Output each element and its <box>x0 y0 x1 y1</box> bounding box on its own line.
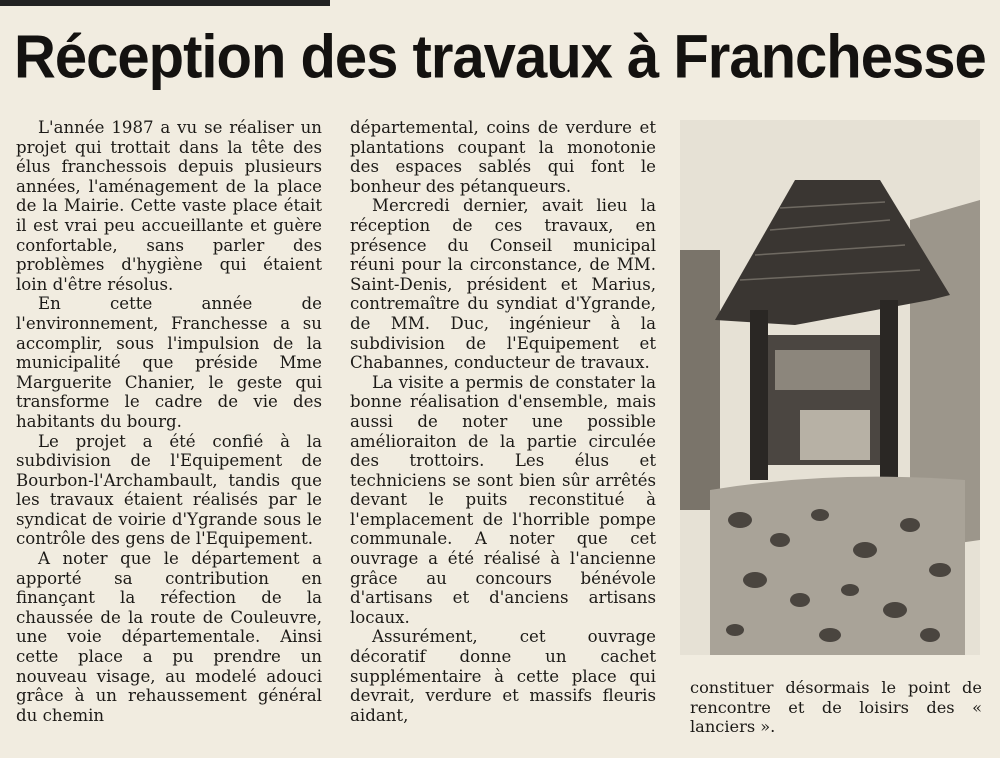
paragraph: En cette année de l'environnement, Franchesse a su accomplir, sous l'impulsion de la municipalité que préside Mme Marguerite Chanier, le geste qui transforme le cadre de vie des habitants du bourg. <box>16 294 322 431</box>
paragraph: Le projet a été confié à la subdivision de l'Equipement de Bourbon-l'Archambault, tandis que les travaux étaient réalisés par le syndicat de voirie d'Ygrande sous le contrôle des gens de l'Equipement. <box>16 431 322 549</box>
headline: Réception des travaux à Franchesse <box>14 23 986 92</box>
paragraph: départemental, coins de verdure et plantations coupant la monotonie des espaces sablés qui font le bonheur des pétanqueurs. <box>350 118 656 196</box>
top-rule <box>0 0 330 6</box>
article-column-1 <box>16 118 322 725</box>
paragraph: Assurément, cet ouvrage décoratif donne un cachet supplémentaire à cette place qui devrait, verdure et massifs fleuris aidant, <box>350 627 656 725</box>
paragraph: A noter que le département a apporté sa contribution en finançant la réfection de la chaussée de la route de Couleuvre, une voie départementale. Ainsi cette place a pu prendre un nouveau visage, au modelé adouci grâce à un rehaussement général du chemin <box>16 549 322 725</box>
article-column-3 <box>690 678 982 737</box>
paragraph: La visite a permis de constater la bonne réalisation d'ensemble, mais aussi de noter une possible amélioraiton de la partie circulée des trottoirs. Les élus et techniciens se sont bien sûr arrêtés devant le puits reconstitué à l'emplacement de l'horrible pompe communale. A noter que cet ouvrage a été réalisé à l'ancienne grâce au concours bénévole d'artisans et d'anciens artisans locaux. <box>350 372 656 627</box>
well-photo <box>680 120 980 655</box>
article-column-2 <box>350 118 656 725</box>
paragraph: Mercredi dernier, avait lieu la réception de ces travaux, en présence du Conseil municipal réuni pour la circonstance, de MM. Saint-Denis, président et Marius, contremaître du syndiat d'Ygrande, de MM. Duc, ingénieur à la subdivision de l'Equipement et Chabannes, conducteur de travaux. <box>350 196 656 373</box>
paragraph: L'année 1987 a vu se réaliser un projet qui trottait dans la tête des élus franchessois depuis plusieurs années, l'aménagement de la place de la Mairie. Cette vaste place était il est vrai peu accueillante et guère confortable, sans parler des problèmes d'hygiène qui étaient loin d'être résolus. <box>16 118 322 294</box>
paragraph: constituer désormais le point de rencontre et de loisirs des « lanciers ». <box>690 678 982 737</box>
